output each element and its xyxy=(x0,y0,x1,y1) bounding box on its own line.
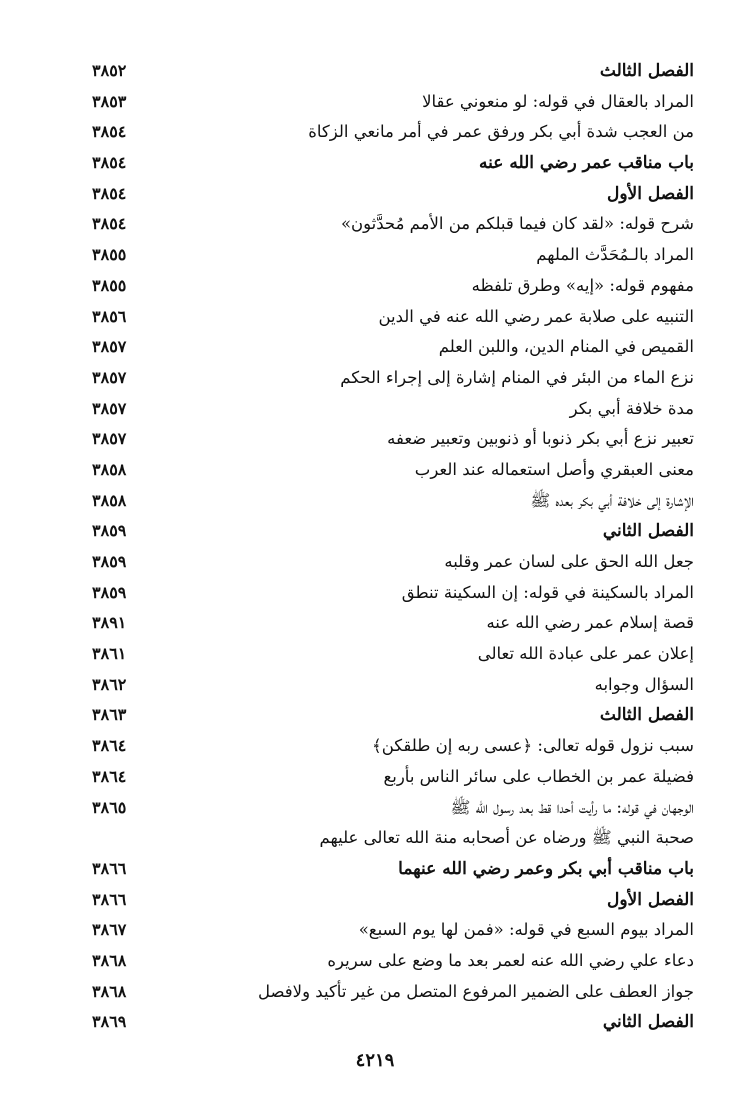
page-number-ref: ٣٨٥٩ xyxy=(92,552,127,571)
page-number-ref: ٣٨٥٧ xyxy=(92,398,127,418)
page-number-ref: ٣٨٥٨ xyxy=(92,490,127,510)
page-number-ref: ٣٨٦٦ xyxy=(92,858,127,878)
entry-title: الوجهان في قوله: ما رأيت أحدا قط بعد رسول الله ﷺ xyxy=(450,797,694,817)
toc-entry-row xyxy=(92,547,694,578)
toc-entry-row xyxy=(92,209,694,240)
section-heading: الفصل الأول xyxy=(606,889,694,910)
entry-title: إعلان عمر على عبادة الله تعالى xyxy=(477,644,694,664)
page-number-ref: ٣٨٥٧ xyxy=(92,429,127,449)
toc-entry-row xyxy=(92,977,694,1008)
page-number-ref: ٣٨٥٩ xyxy=(92,521,127,541)
toc-entry-row xyxy=(92,762,694,793)
page-number-ref: ٣٨٥٤ xyxy=(92,183,127,203)
page-number-ref: ٣٨٦٥ xyxy=(92,797,127,817)
entry-title: السؤال وجوابه xyxy=(594,674,694,694)
toc-entry-row xyxy=(92,486,694,517)
page-number-ref: ٣٨٦٤ xyxy=(92,736,127,756)
toc-entry-row xyxy=(92,823,694,854)
toc-entry-row xyxy=(92,578,694,609)
section-heading: الفصل الثالث xyxy=(599,705,694,726)
entry-title: المراد بالسكينة في قوله: إن السكينة تنطق xyxy=(401,582,694,602)
page-number-ref: ٣٨٥٣ xyxy=(92,91,127,111)
toc-heading-row xyxy=(92,1007,694,1038)
toc-entry-row xyxy=(92,394,694,425)
page-number-ref: ٣٨٦٩ xyxy=(92,1012,127,1032)
toc-entry-row xyxy=(92,793,694,824)
entry-title: دعاء علي رضي الله عنه لعمر بعد ما وضع على سريره xyxy=(327,950,694,970)
page-number-ref: ٣٨٥٨ xyxy=(92,459,127,479)
page-number-ref: ٣٨٥٤ xyxy=(92,214,127,234)
section-heading: الفصل الأول xyxy=(606,183,694,204)
entry-title: نزع الماء من البئر في المنام إشارة إلى إجراء الحكم xyxy=(340,367,694,387)
page-number-ref: ٣٨٥٥ xyxy=(92,245,127,265)
page-number-ref: ٣٨٥٧ xyxy=(92,337,127,357)
page-number-ref: ٣٨٥٤ xyxy=(92,122,127,142)
page-number-ref: ٣٨٦٤ xyxy=(92,766,127,786)
toc-heading-row xyxy=(92,56,694,87)
toc-entry-row xyxy=(92,946,694,977)
toc-entry-row xyxy=(92,424,694,455)
toc-entry-row xyxy=(92,608,694,639)
section-heading: باب مناقب أبي بكر وعمر رضي الله عنهما xyxy=(398,858,694,879)
page-number-ref: ٣٨٦٧ xyxy=(92,920,127,940)
toc-entry-row xyxy=(92,363,694,394)
page-number-ref: ٣٨٦٨ xyxy=(92,950,127,970)
toc-heading-row xyxy=(92,148,694,179)
entry-title: مفهوم قوله: «إيه» وطرق تلفظه xyxy=(471,275,694,295)
entry-title: جواز العطف على الضمير المرفوع المتصل من غير تأكيد ولافصل xyxy=(257,981,694,1001)
entry-title: التنبيه على صلابة عمر رضي الله عنه في الدين xyxy=(378,306,694,326)
toc-entry-row xyxy=(92,117,694,148)
page-number-ref: ٣٨٥٤ xyxy=(92,153,127,173)
entry-title: المراد بالعقال في قوله: لو منعوني عقالا xyxy=(422,91,694,111)
page-number-ref: ٣٨٥٩ xyxy=(92,582,127,602)
toc-heading-row xyxy=(92,516,694,547)
toc-entry-row xyxy=(92,240,694,271)
entry-title: جعل الله الحق على لسان عمر وقلبه xyxy=(444,552,694,571)
page-number-ref: ٣٨٥٧ xyxy=(92,367,127,387)
page-number-ref: ٣٨٥٦ xyxy=(92,306,127,326)
entry-title: سبب نزول قوله تعالى: ﴿عسى ربه إن طلقكن﴾ xyxy=(372,736,694,756)
toc-entry-row xyxy=(92,302,694,333)
entry-title: قصة إسلام عمر رضي الله عنه xyxy=(486,613,694,633)
toc-entry-row xyxy=(92,455,694,486)
entry-title: مدة خلافة أبي بكر xyxy=(569,398,694,418)
entry-title: من العجب شدة أبي بكر ورفق عمر في أمر مانعي الزكاة xyxy=(308,122,694,142)
toc-entry-row xyxy=(92,731,694,762)
entry-title: تعبير نزع أبي بكر ذنوبا أو ذنوبين وتعبير ضعفه xyxy=(387,429,694,449)
section-heading: الفصل الثالث xyxy=(599,61,694,81)
section-heading: الفصل الثاني xyxy=(602,1012,694,1033)
toc-heading-row xyxy=(92,700,694,731)
entry-title: المراد بالـمُحَدَّث الملهم xyxy=(536,245,694,265)
page-number-ref: ٣٨٦٢ xyxy=(92,674,127,694)
toc-entry-row xyxy=(92,271,694,302)
entry-title: القميص في المنام الدين، واللبن العلم xyxy=(438,337,694,357)
section-heading: باب مناقب عمر رضي الله عنه xyxy=(479,153,694,174)
toc-entry-row xyxy=(92,332,694,363)
toc-heading-row xyxy=(92,179,694,210)
toc-entry-row xyxy=(92,639,694,670)
entry-title: فضيلة عمر بن الخطاب على سائر الناس بأربع xyxy=(383,766,694,786)
page-number-ref: ٣٨٩١ xyxy=(92,613,127,633)
page-number: ٤٢١٩ xyxy=(355,1050,395,1071)
page-number-ref: ٣٨٦١ xyxy=(92,644,127,664)
table-of-contents xyxy=(92,56,694,1038)
toc-heading-row xyxy=(92,885,694,916)
entry-title: معنى العبقري وأصل استعماله عند العرب xyxy=(414,459,694,479)
toc-entry-row xyxy=(92,670,694,701)
toc-entry-row xyxy=(92,915,694,946)
entry-title: شرح قوله: «لقد كان فيما قبلكم من الأمم مُحدَّثون» xyxy=(340,214,694,234)
page-number-ref: ٣٨٥٥ xyxy=(92,275,127,295)
entry-title: المراد بيوم السبع في قوله: «فمن لها يوم السبع» xyxy=(358,920,694,940)
page-number-ref: ٣٨٦٨ xyxy=(92,981,127,1001)
entry-title: صحبة النبي ﷺ ورضاه عن أصحابه منة الله تعالى عليهم xyxy=(319,828,694,848)
toc-heading-row xyxy=(92,854,694,885)
toc-entry-row xyxy=(92,87,694,118)
entry-title: الإشارة إلى خلافة أبي بكر بعده ﷺ xyxy=(530,490,694,510)
section-heading: الفصل الثاني xyxy=(602,521,694,542)
page-number-ref: ٣٨٥٢ xyxy=(92,61,127,80)
page-number-ref: ٣٨٦٣ xyxy=(92,705,127,725)
page-number-ref: ٣٨٦٦ xyxy=(92,889,127,909)
